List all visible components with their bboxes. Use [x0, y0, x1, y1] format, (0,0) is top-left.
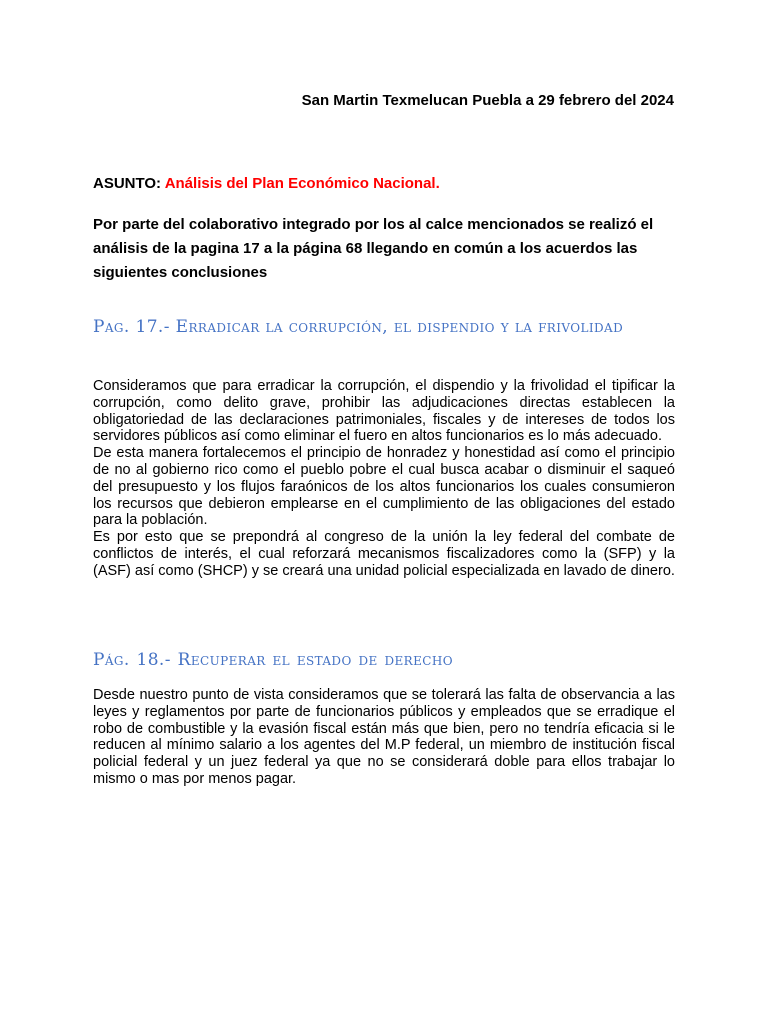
section-body-pag-17: [93, 378, 675, 580]
intro-paragraph: Por parte del colaborativo integrado por los al calce mencionados se realizó el análisis de la pagina 17 a la página 68 llegando en común a los acuerdos las siguientes conclusiones: [93, 216, 654, 281]
section-heading-pag-18: Pág. 18.- Recuperar el estado de derecho: [93, 650, 453, 670]
asunto-value: Análisis del Plan Económico Nacional.: [164, 175, 440, 192]
section-heading-pag-17: Pag. 17.- Erradicar la corrupción, el dispendio y la frivolidad: [93, 317, 624, 337]
date-line: San Martin Texmelucan Puebla a 29 febrero del 2024: [301, 92, 674, 109]
paragraph: De esta manera fortalecemos el principio de honradez y honestidad así como el principio de no al gobierno rico como el pueblo pobre el cual busca acabar o disminuir el saqueó del presupuesto y los flujos faraónicos de los altos funcionarios los cuales consumieron los recursos que debieron emplearse en el cumplimiento de las obligaciones del estado para la población.: [93, 445, 675, 529]
paragraph: Desde nuestro punto de vista consideramos que se tolerará las falta de observancia a las leyes y reglamentos por parte de funcionarios públicos y empleados que se erradique el robo de combustible y la evasión fiscal están más que bien, pero no tendría eficacia si le reducen al mínimo salario a los agentes del M.P federal, un miembro de institución fiscal policial federal y un juez federal ya que no se considerará doble para ellos trabajar lo mismo o mas por menos pagar.: [93, 687, 675, 787]
asunto-label: ASUNTO:: [93, 175, 162, 192]
paragraph: Consideramos que para erradicar la corrupción, el dispendio y la frivolidad el tipificar la corrupción, como delito grave, prohibir las adjudicaciones directas establecen la obligatoriedad de las declaraciones patrimoniales, fiscales y de intereses de todos los servidores públicos así como eliminar el fuero en altos funcionarios es lo más adecuado.: [93, 378, 675, 445]
section-body-pag-18: [93, 687, 675, 788]
paragraph: Es por esto que se prepondrá al congreso de la unión la ley federal del combate de conflictos de interés, el cual reforzará mecanismos fiscalizadores como la (SFP) y la (ASF) así como (SHCP) y se creará una unidad policial especializada en lavado de dinero.: [93, 529, 675, 579]
asunto-line: [93, 175, 440, 192]
